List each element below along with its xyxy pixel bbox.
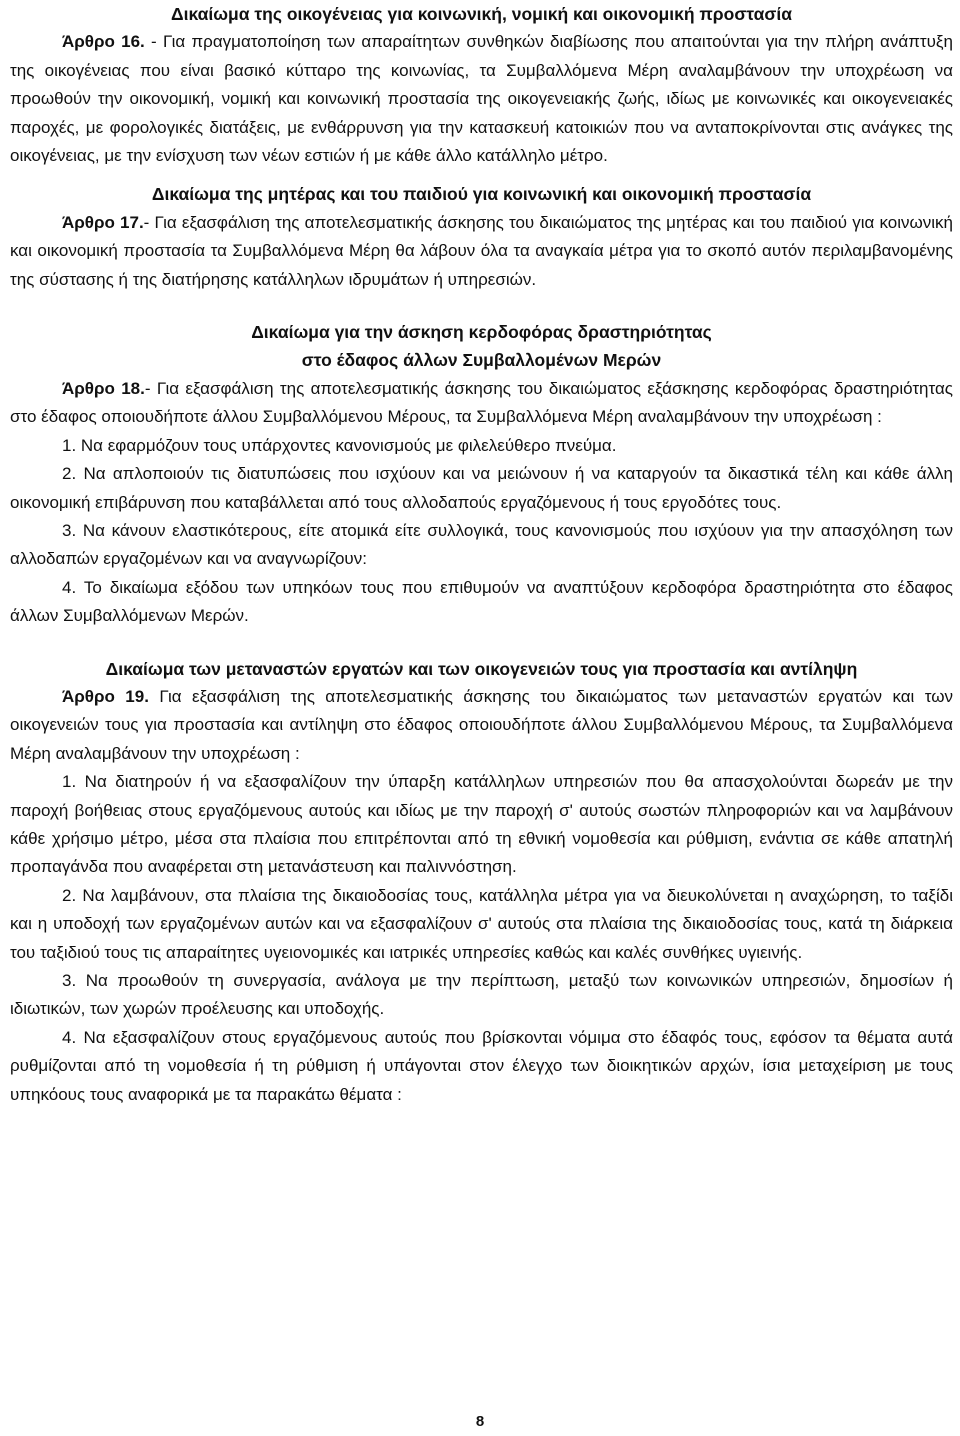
article-18-item-3: 3. Να κάνουν ελαστικότερους, είτε ατομικά είτε συλλογικά, τους κανονισμούς που ισχύουν για την απασχόληση των αλλοδαπών εργαζομένων και να αναγνωρίζουν:: [10, 520, 953, 569]
article-17-paragraph: [10, 209, 953, 294]
page-content: [10, 0, 953, 1109]
article-19-item-4: 4. Να εξασφαλίζουν στους εργαζόμενους αυτούς που βρίσκονται νόμιμα στο έδαφός τους, εφόσον τα θέματα αυτά ρυθμίζονται από τη νομοθεσία ή τη ρύθμιση ή υπάγονται στον έλεγχο των διοικητικών αρχών, ίσια μεταχείριση με τους υπηκόους τους αναφορικά με τα παρακάτω θέματα :: [10, 1027, 953, 1104]
article-16-paragraph: [10, 28, 953, 170]
article-19-label: Άρθρο 19.: [62, 686, 149, 706]
article-19-item-3: 3. Να προωθούν τη συνεργασία, ανάλογα με την περίπτωση, μεταξύ των κοινωνικών υπηρεσιών, δημοσίων ή ιδιωτικών, των χωρών προέλευσης και υποδοχής.: [10, 971, 953, 1019]
article-18-label: Άρθρο 18.: [62, 378, 145, 398]
article-17-label: Άρθρο 17.: [62, 212, 144, 232]
section-heading-mother-child: Δικαίωμα της μητέρας και του παιδιού για κοινωνική και οικονομική προστασία: [151, 184, 812, 205]
page-number: 8: [475, 1413, 485, 1430]
article-18-item-4: 4. Το δικαίωμα εξόδου των υπηκόων τους που επιθυμούν να αναπτύξουν κερδοφόρα δραστηριότητα στο έδαφος άλλων Συμβαλλόμενων Μερών.: [10, 577, 953, 626]
article-19-text: Για εξασφάλιση της αποτελεσματικής άσκησης του δικαιώματος των μεταναστών εργατών και των οικογενειών τους για προστασία και αντίληψη στο έδαφος οποιουδήποτε άλλου Συμβαλλόμενου Μέρους, τα Συμβαλλόμενα Μέρη αναλαμβάνουν την υποχρέωση :: [10, 686, 953, 763]
article-16-label: Άρθρο 16.: [62, 32, 145, 52]
article-18-item-1: 1. Να εφαρμόζουν τους υπάρχοντες κανονισμούς με φιλελεύθερο πνεύμα.: [62, 435, 617, 455]
article-19-item-2: 2. Να λαμβάνουν, στα πλαίσια της δικαιοδοσίας τους, κατάλληλα μέτρα για να διευκολύνεται η αναχώρηση, το ταξίδι και η υποδοχή των εργαζομένων αυτών και να εξασφαλίζουν σ' αυτούς στα πλαίσια της δικαιοδοσίας τους, κατά τη διάρκεια του ταξιδιού τους τις απαραίτητες υγειονομικές και ιατρικές υπηρεσίες καθώς και καλές συνθήκες υγιεινής.: [10, 885, 953, 962]
section-heading-gainful-activity: [10, 318, 953, 375]
section-heading-gainful-activity-line1: Δικαίωμα για την άσκηση κερδοφόρας δραστηριότητας: [251, 322, 712, 343]
article-19-paragraph: [10, 683, 953, 768]
article-18-text: - Για εξασφάλιση της αποτελεσματικής άσκησης του δικαιώματος εξάσκησης κερδοφόρας δραστηριότητας στο έδαφος οποιουδήποτε άλλου Συμβαλλόμενου Μέρους, τα Συμβαλλόμενα Μέρη αναλαμβάνουν την υποχρέωση :: [10, 378, 953, 427]
article-17-text: - Για εξασφάλιση της αποτελεσματικής άσκησης του δικαιώματος της μητέρας και του παιδιού για κοινωνική και οικονομική προστασία τα Συμβαλλόμενα Μέρη θα λάβουν όλα τα αναγκαία μέτρα για το σκοπό αυτόν περιλαμβανομένης της σύστασης ή της διατήρησης κατάλληλων ιδρυμάτων ή υπηρεσιών.: [10, 212, 953, 289]
article-18-item-2: 2. Να απλοποιούν τις διατυπώσεις που ισχύουν και να μειώνουν ή να καταργούν τα δικαστικά τέλη και κάθε άλλη οικονομική επιβάρυνση που καταβάλλεται από τους αλλοδαπούς εργαζόμενους ή τους εργοδότες τους.: [10, 464, 953, 512]
section-heading-gainful-activity-line2: στο έδαφος άλλων Συμβαλλομένων Μερών: [301, 350, 662, 371]
section-heading-migrant-workers: Δικαίωμα των μεταναστών εργατών και των οικογενειών τους για προστασία και αντίληψη: [105, 658, 858, 679]
section-heading-family-protection: Δικαίωμα της οικογένειας για κοινωνική, νομική και οικονομική προστασία: [171, 4, 792, 24]
article-16-text: - Για πραγματοποίηση των απαραίτητων συνθηκών διαβίωσης που απαιτούνται για την πλήρη ανάπτυξη της οικογένειας που είναι βασικό κύτταρο της κοινωνίας, τα Συμβαλλόμενα Μέρη αναλαμβάνουν την υποχρέωση να προωθούν την οικονομική, νομική και κοινωνική προστασία της οικογενειακής ζωής, ιδίως με κοινωνικές και οικογενειακές παροχές, με φορολογικές διατάξεις, με ενθάρρυνση για την κατασκευή κατοικιών που να ανταποκρίνονται στις ανάγκες της οικογένειας, με την ενίσχυση των νέων εστιών ή με κάθε άλλο κατάλληλο μέτρο.: [10, 32, 954, 166]
article-18-paragraph: [10, 375, 953, 432]
article-19-item-1: 1. Να διατηρούν ή να εξασφαλίζουν την ύπαρξη κατάλληλων υπηρεσιών που θα απασχολούνται δωρεάν με την παροχή βοήθειας στους εργαζόμενους αυτούς και ιδίως με την παροχή σ' αυτούς σωστών πληροφοριών και να λαμβάνουν κάθε χρήσιμο μέτρο, μέσα στα πλαίσια που επιτρέπονται από τη εθνική νομοθεσία και ρύθμιση, ενάντια σε κάθε απατηλή προπαγάνδα που αναφέρεται στη μετανάστευση και παλιννόστηση.: [10, 772, 953, 877]
